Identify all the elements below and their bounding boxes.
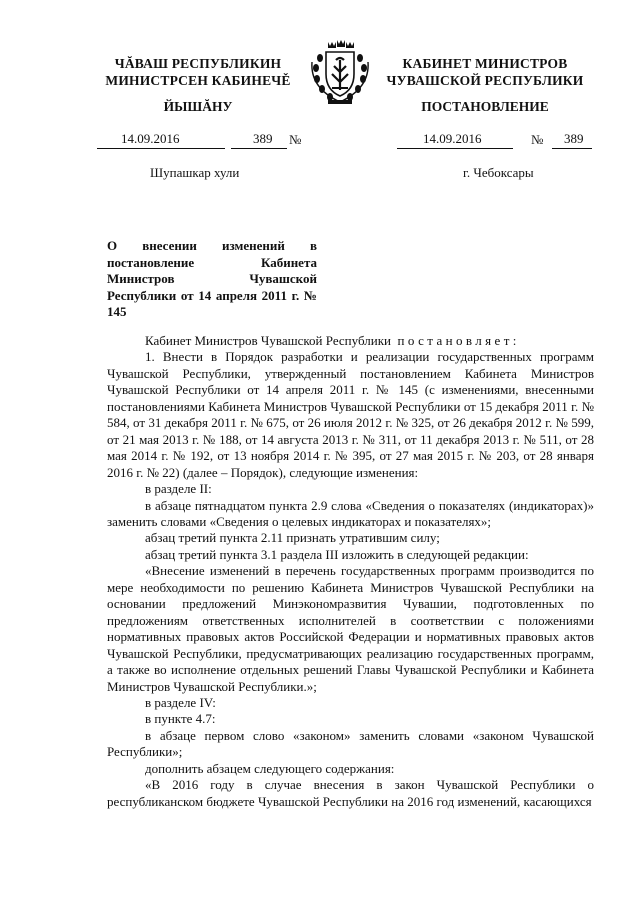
intro-paragraph	[107, 333, 594, 349]
doctype-left: ЙЫШĂНУ	[163, 99, 233, 114]
paragraph-7: в разделе IV:	[145, 694, 216, 710]
reg-right-number: 389	[564, 131, 584, 146]
header-right-org	[380, 55, 590, 89]
paragraph-11: «В 2016 году в случае внесения в закон Чувашской Республики о республиканском бюджете Чувашской Республики на 2016 год изменений, касающихся	[107, 777, 594, 809]
doctype-right: ПОСТАНОВЛЕНИЕ	[421, 99, 549, 114]
reg-left-number-line	[231, 133, 287, 149]
header-left-org	[98, 55, 298, 89]
paragraph-4: абзац третий пункта 2.11 признать утратившим силу;	[145, 530, 440, 546]
paragraph-3: в абзаце пятнадцатом пункта 2.9 слова «Сведения о показателях (индикаторах)» заменить словами «Сведения о целевых индикаторах и показателях»;	[107, 497, 594, 529]
reg-right-date: 14.09.2016	[423, 131, 482, 146]
intro-verb: постановляет:	[397, 333, 520, 348]
header-right-line1: КАБИНЕТ МИНИСТРОВ	[402, 56, 568, 71]
document-body	[107, 333, 594, 810]
paragraph-5: абзац третий пункта 3.1 раздела III изложить в следующей редакции:	[145, 546, 529, 562]
reg-right-date-line	[397, 133, 513, 149]
paragraph-1: 1. Внести в Порядок разработки и реализации государственных программ Чувашской Республики, утвержденный постановлением Кабинета Министров Чувашской Республики от 14 апреля 2011 г. № 145 (с изменениями, внесенными постановлениями Кабинета Министров Чувашской Республики от 15 декабря 2011 г. № 584, от 31 декабря 2011 г. № 675, от 26 июля 2012 г. № 325, от 26 декабря 2012 г. № 599, от 21 мая 2013 г. № 188, от 14 августа 2013 г. № 311, от 11 декабря 2013 г. № 511, от 28 мая 2014 г. № 192, от 13 ноября 2014 г. № 395, от 27 мая 2015 г. № 203, от 28 января 2016 г. № 22) (далее – Порядок), следующие изменения:	[107, 349, 594, 480]
paragraph-2: в разделе II:	[145, 481, 212, 497]
reg-left-date: 14.09.2016	[121, 131, 180, 146]
intro-lead: Кабинет Министров Чувашской Республики	[145, 333, 391, 348]
reg-left-number: 389	[253, 131, 273, 146]
paragraph-9: в абзаце первом слово «законом» заменить словами «законом Чувашской Республики»;	[107, 727, 594, 760]
paragraph-8: в пункте 4.7:	[145, 711, 216, 727]
header-left-line2: МИНИСТРСЕН КАБИНЕЧĚ	[105, 73, 291, 88]
reg-right-no-sign: №	[531, 132, 544, 147]
header-right-line2: ЧУВАШСКОЙ РЕСПУБЛИКИ	[386, 73, 584, 88]
reg-right-number-line	[552, 133, 592, 149]
place-left: Шупашкар хули	[150, 165, 240, 180]
place-right: г. Чебоксары	[463, 165, 534, 180]
document-title: О внесении изменений в постановление Кабинета Министров Чувашской Республики от 14 апреля 2011 г. № 145	[107, 238, 317, 319]
paragraph-6: «Внесение изменений в перечень государственных программ производится по мере необходимости по решению Кабинета Министров Чувашской Республики на основании предложений Минэкономразвития Чувашии, подготовленных по предложениям ответственных исполнителей в соответствии с положениями нормативных правовых актов Российской Федерации и нормативных правовых актов Чувашской Республики, предусматривающих реализацию государственных программ, а также во исполнение отдельных решений Главы Чувашской Республики и Кабинета Министров Чувашской Республики.»;	[107, 563, 594, 694]
reg-left-no-sign: №	[289, 132, 302, 147]
paragraph-10: дополнить абзацем следующего содержания:	[145, 760, 395, 776]
chuvash-republic-emblem-icon	[306, 40, 374, 106]
reg-left-date-line	[97, 133, 225, 149]
header-left-line1: ЧĂВАШ РЕСПУБЛИКИН	[114, 56, 282, 71]
